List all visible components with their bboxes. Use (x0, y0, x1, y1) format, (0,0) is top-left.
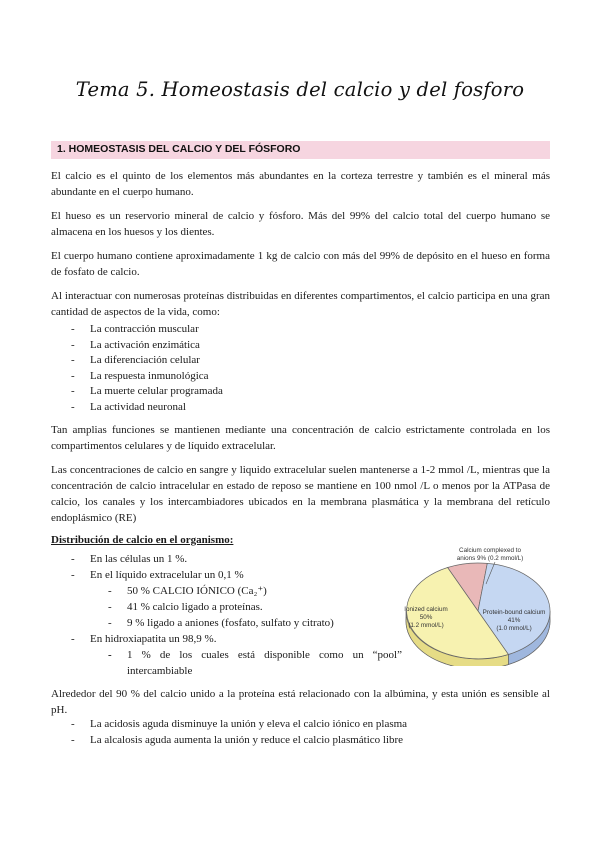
paragraph-bone: El hueso es un reservorio mineral de calcio y fósforo. Más del 99% del calcio total del cuerpo humano se almacena en los huesos y los dientes. (51, 210, 550, 238)
list-item: - La contracción muscular (51, 322, 550, 338)
paragraph-albumin: Alrededor del 90 % del calcio unido a la proteína está relacionado con la albúmina, y esta unión es sensible al pH. (51, 688, 550, 716)
section-heading-bar (51, 141, 550, 159)
functions-list (51, 322, 550, 415)
list-item: - La actividad neuronal (51, 400, 550, 416)
page-title: Tema 5. Homeostasis del calcio y del fosforo (75, 78, 525, 101)
list-item: - La alcalosis aguda aumenta la unión y reduce el calcio plasmático libre (51, 733, 550, 749)
dist-pool-note: - 1 % de los cuales está disponible como un “pool” intercambiable (108, 649, 402, 677)
pie-label-anions-line1: Calcium complexed to (459, 547, 521, 554)
pie-label-ionized-line1: Ionized calcium (404, 606, 448, 613)
document-page: Tema 5. Homeostasis del calcio y del fosforo 1. HOMEOSTASIS DEL CALCIO Y DEL FÓSFORO El calcio es el quinto de los elementos más abundantes en la corteza terrestre y también es el mineral más abundante en el cuerpo humano. El hueso es un reservorio mineral de calcio y fósforo. Más del 99% del calcio total del cuerpo humano se almacena en los huesos y los dientes. El cuerpo humano contiene aproximadamente 1 kg de calcio con más del 99% de depósito en el hueso en forma de fosfato de calcio. Al interactuar con numerosas proteínas distribuidas en diferentes compartimentos, el calcio participa en una gran cantidad de aspectos de la vida, como: - La contracción muscular - La activación enzimática - La diferenciación celular - La respuesta inmunológica - La muerte celular programada - La actividad neuronal Tan amplias funciones se mantienen mediante una concentración de calcio estrictamente controlada en los compartimentos celulares y de líquido extracelular. Las concentraciones de calcio en sangre y liquido extracelular suelen mantenerse a 1-2 mmol /L, mientras que la concentración de calcio intracelular en estado de reposo se mantiene en 100 nmol /L o menos por la ATPasa de calcio, los canales y los intercambiadores ubicados en la membrana plasmática y la membrana del retículo endoplásmico (RE) Distribución de calcio en el organismo: - En las células un 1 %. - En el líquido extracelular un 0,1 % - 50 % CALCIO IÓNICO (Ca₂⁺) - 41 % calcio ligado a proteínas. - 9 % ligado a aniones (fosfato, sulfato y citrato) - En hidroxiapatita un 98,9 %. - 1 % de los cuales está disponible como un “pool” intercambiable Calcium complexed to anions 9% (0.2 mmol/L) Ionized calcium 50% (1.2 mmol/L) Protein-bound calcium 41% (1.0 mmol/L) Alrededor del 90 % del calcio unido a la proteína está relacionado con la albúmina, y esta unión es sensible al pH. - La acidosis aguda disminuye la unión y eleva el calcio iónico en plasma - La alcalosis aguda aumenta la unión y reduce el calcio plasmático libre (0, 0, 600, 848)
paragraph-intro: El calcio es el quinto de los elementos más abundantes en la corteza terrestre y también es el mineral más abundante en el cuerpo humano. (51, 170, 550, 198)
pie-label-ionized-line3: (1.2 mmol/L) (408, 622, 444, 629)
pie-label-anions-line2: anions 9% (0.2 mmol/L) (456, 555, 524, 562)
pie-label-protein-line1: Protein-bound calcium (482, 609, 546, 616)
paragraph-body-calcium: El cuerpo humano contiene aproximadamente 1 kg de calcio con más del 99% de depósito en el hueso en forma de fosfato de calcio. (51, 250, 550, 278)
calcium-distribution-pie-chart (392, 538, 562, 666)
pie-label-protein-line2: 41% (507, 617, 521, 624)
list-item: - La activación enzimática (51, 338, 550, 354)
paragraph-concentrations: Las concentraciones de calcio en sangre y liquido extracelular suelen mantenerse a 1-2 mmol /L, mientras que la concentración de calcio intracelular en estado de reposo se mantiene en 100 nmol /L o menos por la ATPasa de calcio, los canales y los intercambiadores ubicados en la membrana plasmática y la membrana del retículo endoplásmico (RE) (51, 464, 550, 524)
list-item: - La diferenciación celular (51, 353, 550, 369)
ph-list (51, 717, 550, 748)
pie-label-ionized-line2: 50% (419, 614, 433, 621)
distribution-heading: Distribución de calcio en el organismo: (51, 534, 234, 546)
paragraph-proteins: Al interactuar con numerosas proteínas distribuidas en diferentes compartimentos, el calcio participa en una gran cantidad de aspectos de la vida, como: (51, 290, 550, 318)
section-heading: 1. HOMEOSTASIS DEL CALCIO Y DEL FÓSFORO (57, 143, 301, 155)
pie-label-protein-line3: (1.0 mmol/L) (496, 625, 532, 632)
list-item: - La acidosis aguda disminuye la unión y eleva el calcio iónico en plasma (51, 717, 550, 733)
paragraph-functions: Tan amplias funciones se mantienen mediante una concentración de calcio estrictamente controlada en los compartimentos celulares y de líquido extracelular. (51, 424, 550, 452)
list-item: - La respuesta inmunológica (51, 369, 550, 385)
list-item: - La muerte celular programada (51, 384, 550, 400)
